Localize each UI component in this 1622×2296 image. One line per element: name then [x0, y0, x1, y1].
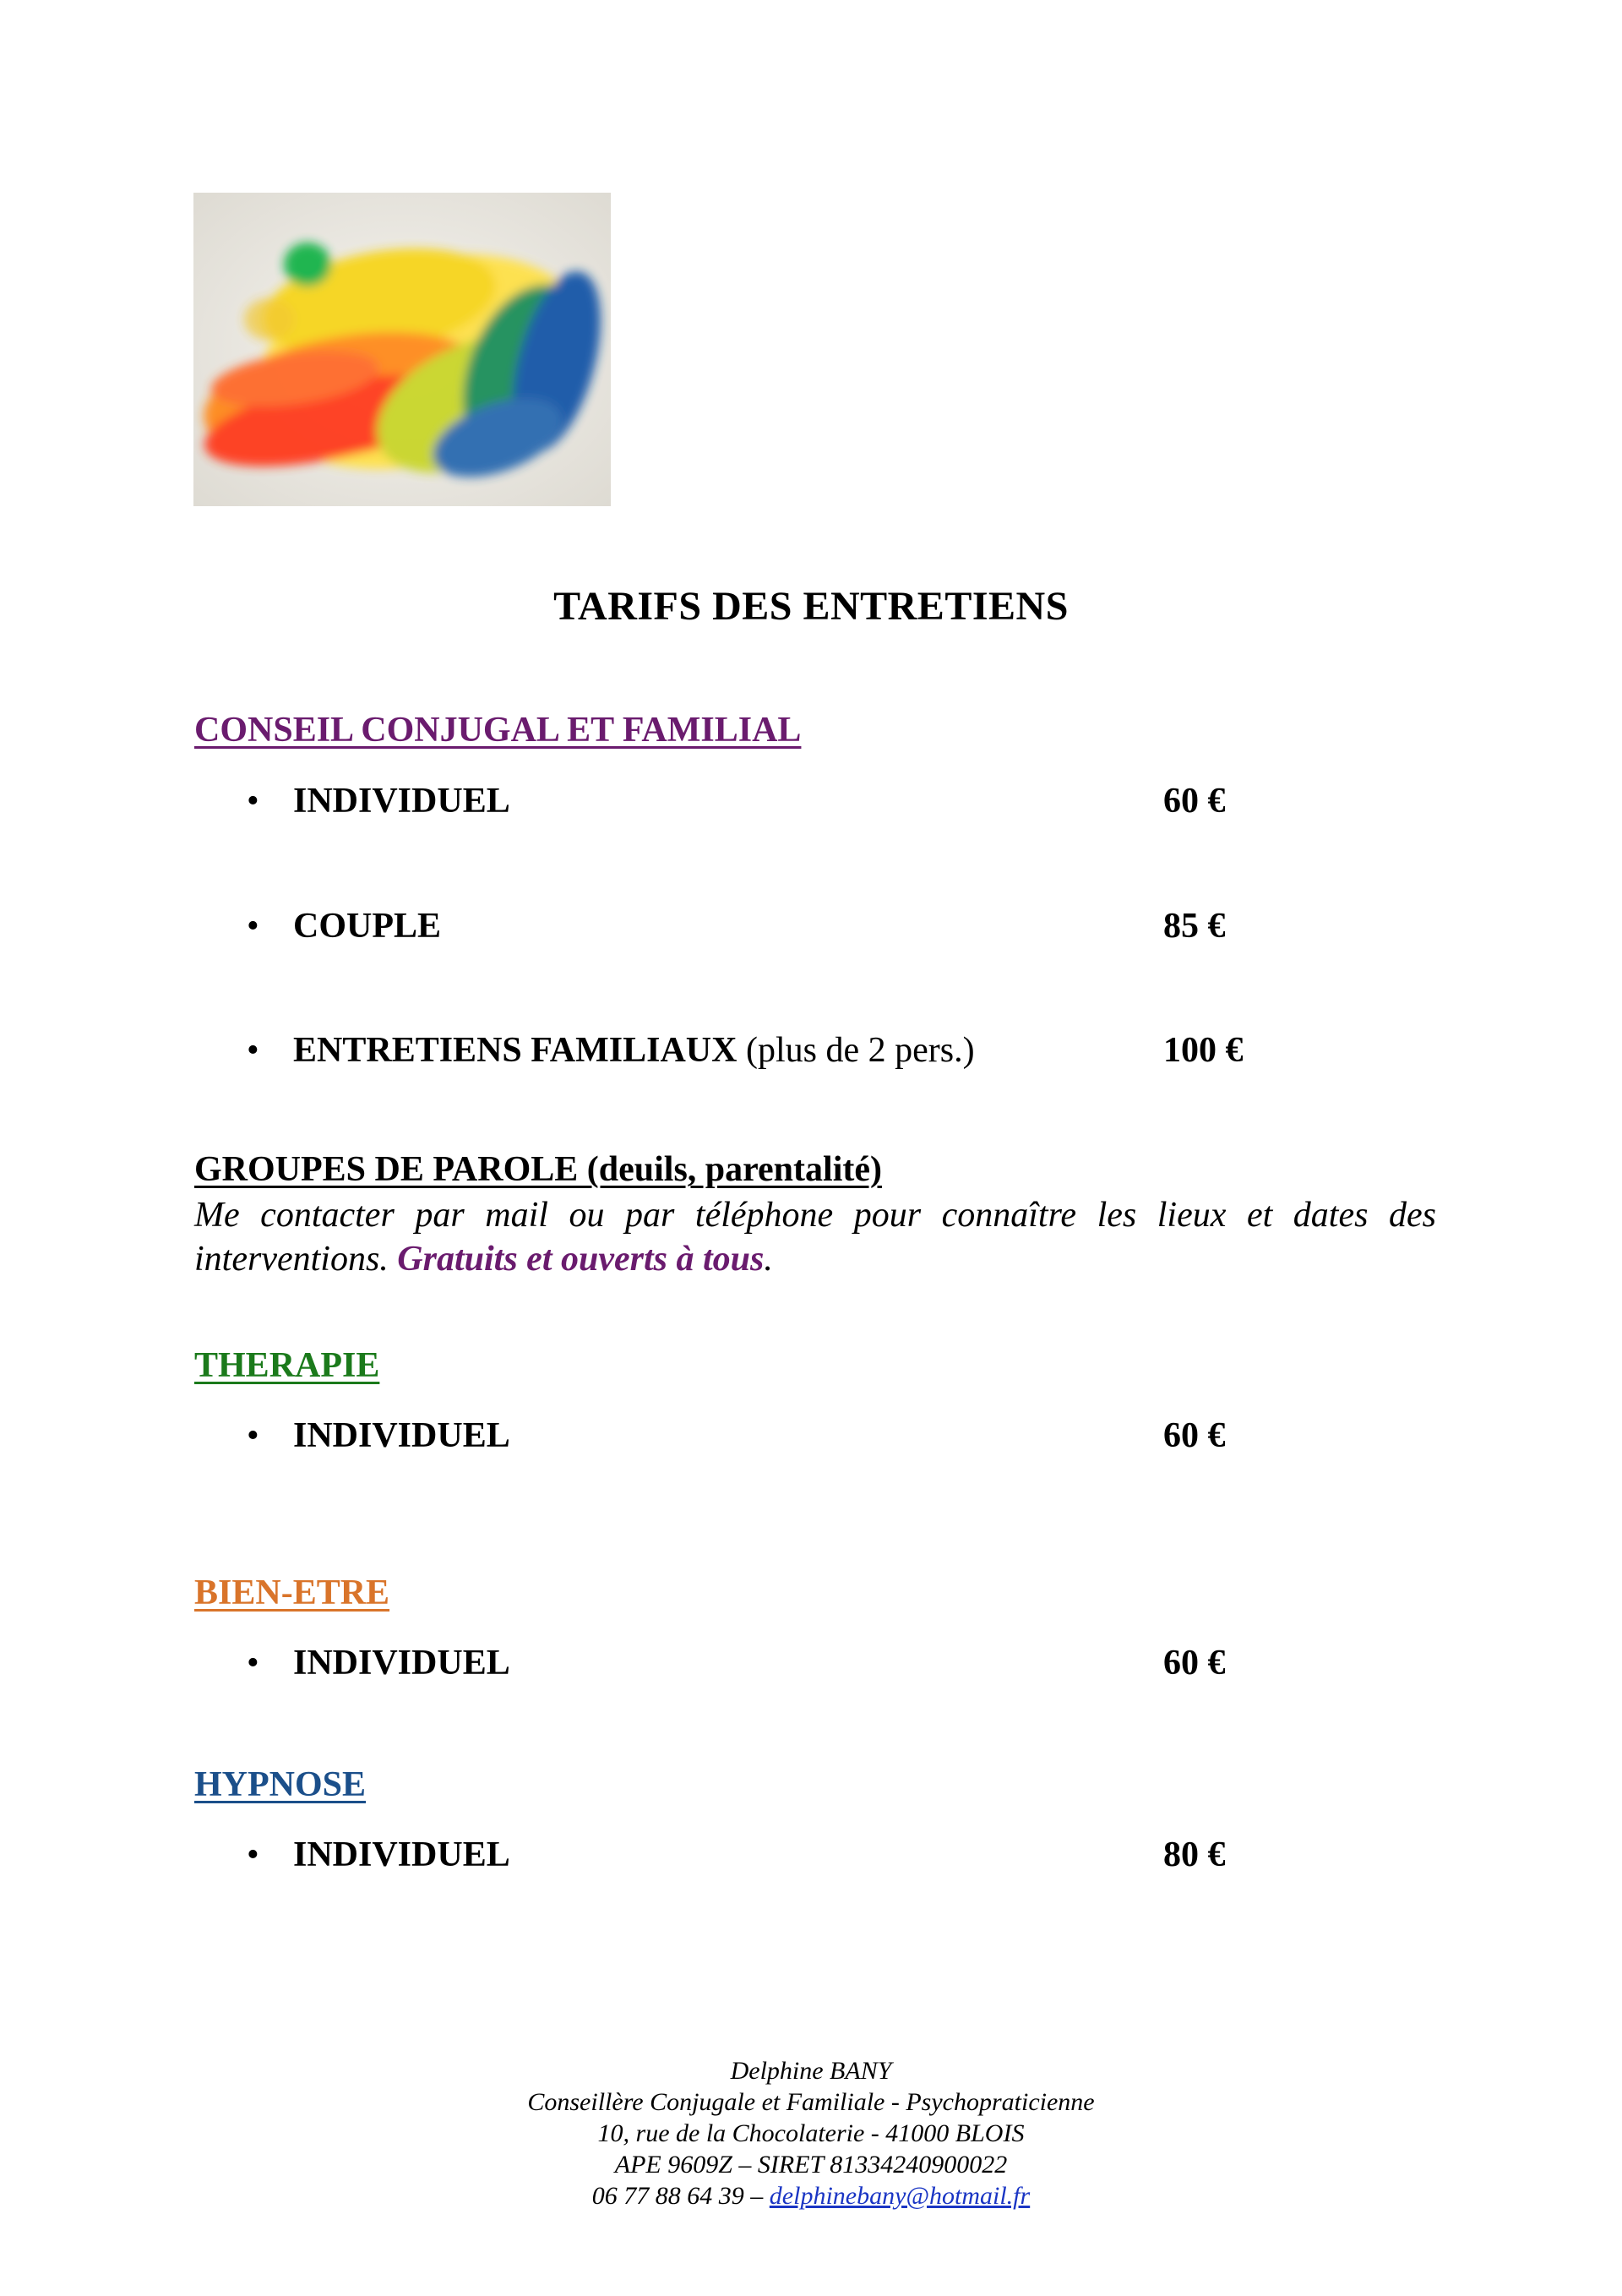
page-title: TARIFS DES ENTRETIENS	[553, 584, 1069, 629]
groupes-description: Me contacter par mail ou par téléphone pour connaître les lieux et dates des interventions. Gratuits et ouverts à tous.	[194, 1196, 1436, 1279]
section-heading-hypnose: HYPNOSE	[194, 1765, 367, 1804]
item-label: ENTRETIENS FAMILIAUX (plus de 2 pers.)	[293, 1031, 975, 1070]
footer-phone: 06 77 88 64 39 –	[591, 2182, 770, 2210]
item-price: 85 €	[1163, 907, 1226, 946]
item-label: INDIVIDUEL	[293, 1416, 510, 1455]
bullet: •	[247, 782, 259, 821]
item-price: 60 €	[1163, 1416, 1226, 1455]
list-item	[194, 906, 1293, 957]
item-price: 80 €	[1163, 1835, 1226, 1874]
footer-name: Delphine BANY	[730, 2057, 892, 2085]
paint-image	[193, 193, 611, 506]
bullet: •	[247, 1835, 259, 1874]
item-label: INDIVIDUEL	[293, 782, 510, 821]
item-price: 100 €	[1163, 1031, 1244, 1070]
section-heading-groupes: GROUPES DE PAROLE (deuils, parentalité)	[194, 1150, 882, 1189]
email-link[interactable]: delphinebany@hotmail.fr	[769, 2182, 1031, 2210]
list-item	[194, 1415, 1293, 1466]
bullet: •	[247, 907, 259, 946]
item-label: INDIVIDUEL	[293, 1835, 510, 1874]
footer-address: 10, rue de la Chocolaterie - 41000 BLOIS	[597, 2119, 1025, 2147]
section-heading-bienetre: BIEN-ETRE	[194, 1573, 390, 1612]
item-label: INDIVIDUEL	[293, 1644, 510, 1682]
bullet: •	[247, 1031, 259, 1070]
list-item	[194, 1643, 1293, 1693]
item-label: COUPLE	[293, 907, 442, 946]
section-heading-therapie: THERAPIE	[194, 1346, 380, 1385]
bullet: •	[247, 1644, 259, 1682]
list-item	[194, 1030, 1293, 1081]
footer-ids: APE 9609Z – SIRET 81334240900022	[614, 2151, 1008, 2179]
footer	[0, 2055, 1622, 2211]
bullet: •	[247, 1416, 259, 1455]
item-price: 60 €	[1163, 782, 1226, 821]
list-item	[194, 1835, 1293, 1885]
groupes-highlight: Gratuits et ouverts à tous	[397, 1240, 765, 1279]
section-heading-conseil: CONSEIL CONJUGAL ET FAMILIAL	[194, 711, 802, 750]
footer-contact	[0, 2180, 1622, 2211]
item-price: 60 €	[1163, 1644, 1226, 1682]
footer-role: Conseillère Conjugale et Familiale - Psychopraticienne	[527, 2088, 1095, 2116]
list-item	[194, 781, 1293, 832]
